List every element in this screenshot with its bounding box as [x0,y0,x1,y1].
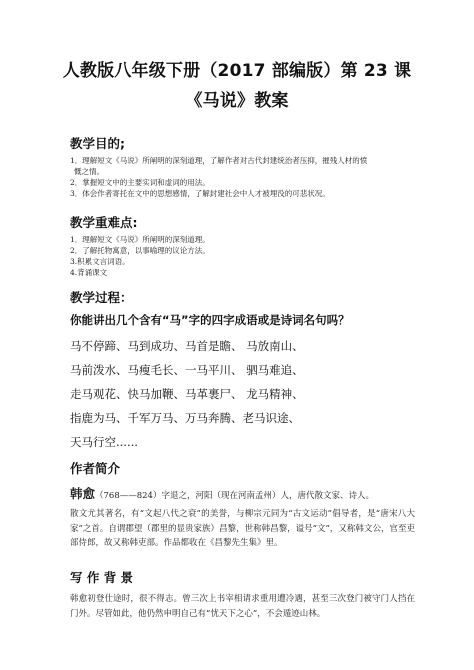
idiom-line: 走马观花、快马加鞭、马革裹尸、 龙马精神、 [70,387,304,401]
background-body: 韩愈初登仕途时，很不得志。曾三次上书宰相请求重用遭冷遇，甚至三次登门被守门人挡在门外。尽管如此，他仍然申明自己有“忧天下之心”，不会遁迹山林。 [70,594,415,619]
key-points-list [70,234,415,278]
goal-item: 慨之情。 [74,167,104,176]
document-title-line2: 《马说》教案 [185,91,289,111]
goal-item: 1．理解短文《马说》所阐明的深刻道理，了解作者对古代封建统治者压抑，摧残人材的愤 [70,156,368,165]
teaching-goals-heading: 教学目的; [70,136,125,151]
idiom-line: 马前泼水、马瘦毛长、一马平川、 驷马难追、 [70,363,304,377]
author-bio: 散文尤其著名，有“文起八代之衰”的美誉，与柳宗元同为“古文运动”倡导者，是“唐宋八大家”之首。自谓郡望（郡里的显贵家族）昌黎，世称韩昌黎，谥号“文”，又称韩文公，官至吏部侍郎，故又称韩吏部。作品都收在《昌黎先生集》里。 [70,509,415,548]
background-heading: 写 作 背 景 [70,570,134,585]
author-intro: （768——824）字退之，河阳（现在河南孟州）人，唐代散文家、诗人。 [95,491,374,501]
idiom-line: 指鹿为马、千军万马、万马奔腾、老马识途、 [70,411,300,425]
idiom-line: 天马行空...... [70,435,138,449]
author-intro-line [70,487,374,503]
goal-item: 2．掌握短文中的主要实词和虚词的用法。 [70,178,210,187]
idiom-line: 马不停蹄、马到成功、马首是瞻、 马放南山、 [70,339,304,353]
teaching-process-heading: 教学过程： [70,290,133,305]
key-points-heading: 教学重难点: [70,215,138,230]
key-point-item: 4.背诵课文 [70,268,108,277]
author-heading: 作者简介 [70,461,121,476]
key-point-item: 1．理解短文《马说》所阐明的深刻道理。 [70,235,210,244]
idiom-question: 你能讲出几个含有“马”字的四字成语或是诗词名句吗？ [70,313,350,327]
teaching-goals-list [70,155,415,199]
goal-item: 3．体会作者寄托在文中的思想感情，了解封建社会中人才被埋没的可悲状况。 [70,189,330,198]
author-name: 韩愈 [70,486,96,501]
document-title-line1: 人教版八年级下册（2017 部编版）第 23 课 [62,61,412,81]
key-point-item: 2．了解托物寓意，以事喻理的议论方法。 [70,246,210,255]
key-point-item: 3.积累文言词语。 [70,257,130,266]
